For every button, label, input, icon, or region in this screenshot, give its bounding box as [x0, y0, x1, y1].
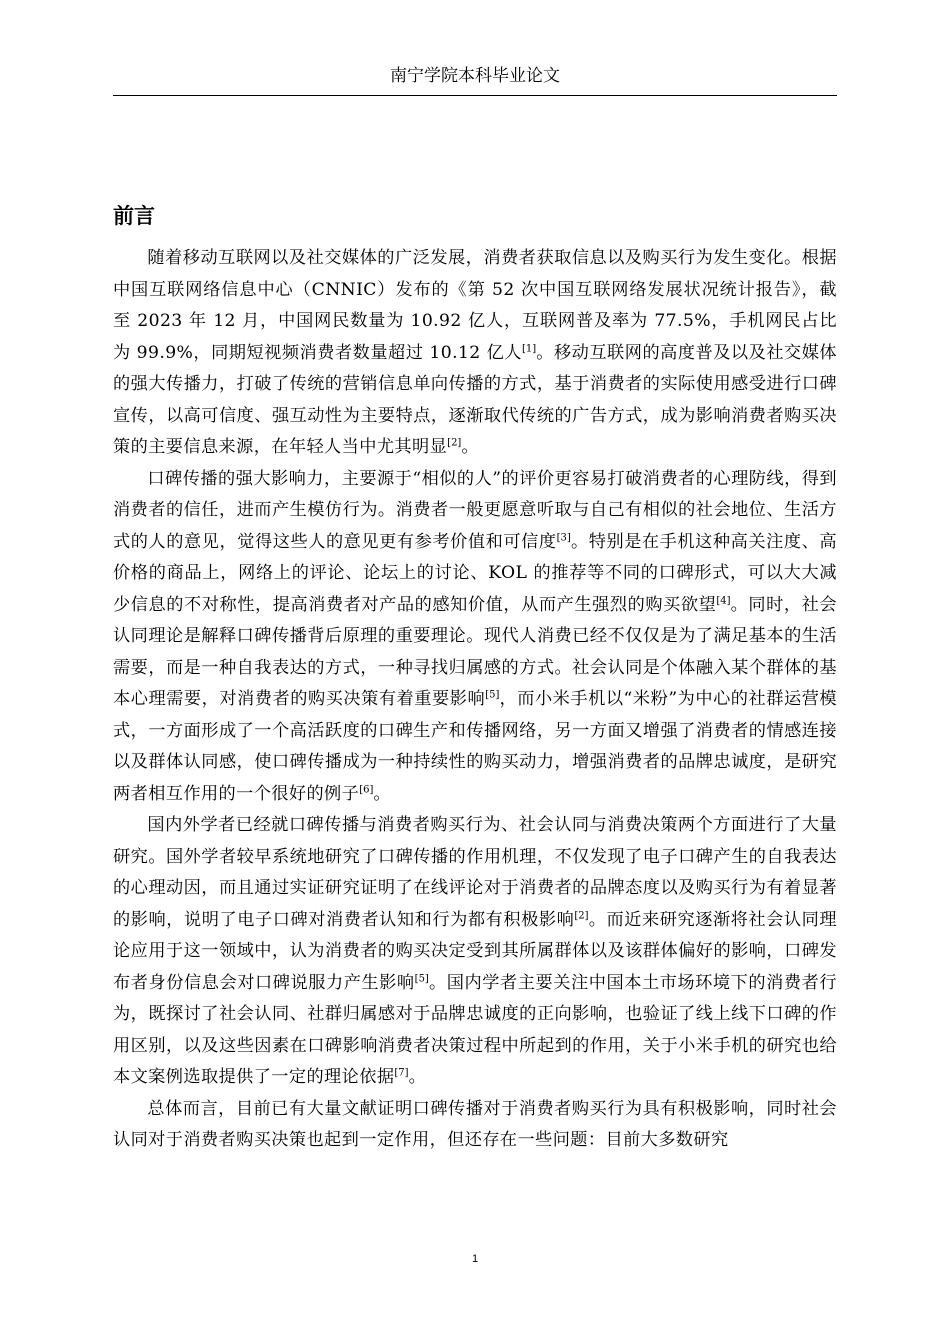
paragraph-1 — [113, 243, 837, 464]
citation-ref: [2] — [574, 909, 589, 921]
paragraph-text: ，而小米手机以“米粉”为中心的社群运营模式，一方面形成了一个高活跃度的口碑生产和传播网络，另一方面又增强了消费者的情感连接以及群体认同感，使口碑传播成为一种持续性的购买动力，增强消费者的品牌忠诚度，是研究两者相互作用的一个很好的例子 — [113, 689, 838, 804]
paragraph-2 — [113, 464, 837, 811]
paragraph-4 — [113, 1094, 837, 1157]
paragraph-text: 。 — [461, 437, 479, 457]
citation-ref: [5] — [414, 972, 429, 984]
paragraph-text: 。国内学者主要关注中国本土市场环境下的消费者行为，既探讨了社会认同、社群归属感对于品牌忠诚度的正向影响，也验证了线上线下口碑的作用区别，以及这些因素在口碑影响消费者决策过程中所起到的作用，关于小米手机的研究也给本文案例选取提供了一定的理论依据 — [113, 972, 837, 1087]
citation-ref: [6] — [359, 783, 374, 795]
paragraph-text: 。 — [373, 783, 391, 804]
citation-ref: [1] — [521, 342, 537, 354]
paragraph-text: 。移动互联网的高度普及以及社交媒体的强大传播力，打破了传统的营销信息单向传播的方式，基于消费者的实际使用感受进行口碑宣传，以高可信度、强互动性为主要特点，逐渐取代传统的广告方式，成为影响消费者购买决策的主要信息来源，在年轻人当中尤其明显 — [113, 342, 837, 457]
running-header: 南宁学院本科毕业论文 — [390, 66, 560, 86]
citation-ref: [3] — [556, 531, 571, 543]
paragraph-text: 国内外学者已经就口碑传播与消费者购买行为、社会认同与消费决策两个方面进行了大量研究。国外学者较早系统地研究了口碑传播的作用机理，不仅发现了电子口碑产生的自我表达的心理动因，而且通过实证研究证明了在线评论对于消费者的品牌态度以及购买行为有着显著的影响，说明了电子口碑对消费者认知和行为都有积极影响 — [113, 815, 837, 930]
paragraph-text: 。 — [408, 1067, 427, 1087]
page-number: 1 — [471, 1253, 479, 1265]
paragraph-text: 。同时，社会认同理论是解释口碑传播背后原理的重要理论。现代人消费已经不仅仅是为了满足基本的生活需要，而是一种自我表达的方式，一种寻找归属感的方式。社会认同是个体融入某个群体的基本心理需要，对消费者的购买决策有着重要影响 — [113, 594, 837, 709]
citation-ref: [4] — [716, 594, 731, 606]
header-rule — [113, 95, 837, 96]
paragraph-3 — [113, 810, 837, 1094]
body-text — [113, 243, 837, 1157]
paragraph-text: 。而近来研究逐渐将社会认同理论应用于这一领域中，认为消费者的购买决定受到其所属群体以及该群体偏好的影响，口碑发布者身份信息会对口碑说服力产生影响 — [113, 909, 837, 993]
citation-ref: [2] — [447, 437, 462, 449]
paragraph-text: 。特别是在手机这种高关注度、高价格的商品上，网络上的评论、论坛上的讨论、KOL 的推荐等不同的口碑形式，可以大大减少信息的不对称性，提高消费者对产品的感知价值，从而产生强烈的购买欲望 — [113, 531, 837, 615]
paragraph-text: 总体而言，目前已有大量文献证明口碑传播对于消费者购买行为具有积极影响，同时社会认同对于消费者购买决策也起到一定作用，但还存在一些问题：目前大多数研究 — [113, 1098, 837, 1150]
section-heading: 前言 — [113, 204, 155, 228]
paragraph-text: 口碑传播的强大影响力，主要源于“相似的人”的评价更容易打破消费者的心理防线，得到消费者的信任，进而产生模仿行为。消费者一般更愿意听取与自己有相似的社会地位、生活方式的人的意见，觉得这些人的意见更有参考价值和可信度 — [113, 468, 837, 552]
citation-ref: [5] — [485, 689, 500, 701]
paragraph-text: 随着移动互联网以及社交媒体的广泛发展，消费者获取信息以及购买行为发生变化。根据中国互联网络信息中心（CNNIC）发布的《第 52 次中国互联网络发展状况统计报告》，截至 2023 年 12 月，中国网民数量为 10.92 亿人，互联网普及率为 77.5%，手机网民占比为 99.9%，同期短视频消费者数量超过 10.12 亿人 — [113, 248, 837, 363]
citation-ref: [7] — [394, 1067, 409, 1079]
